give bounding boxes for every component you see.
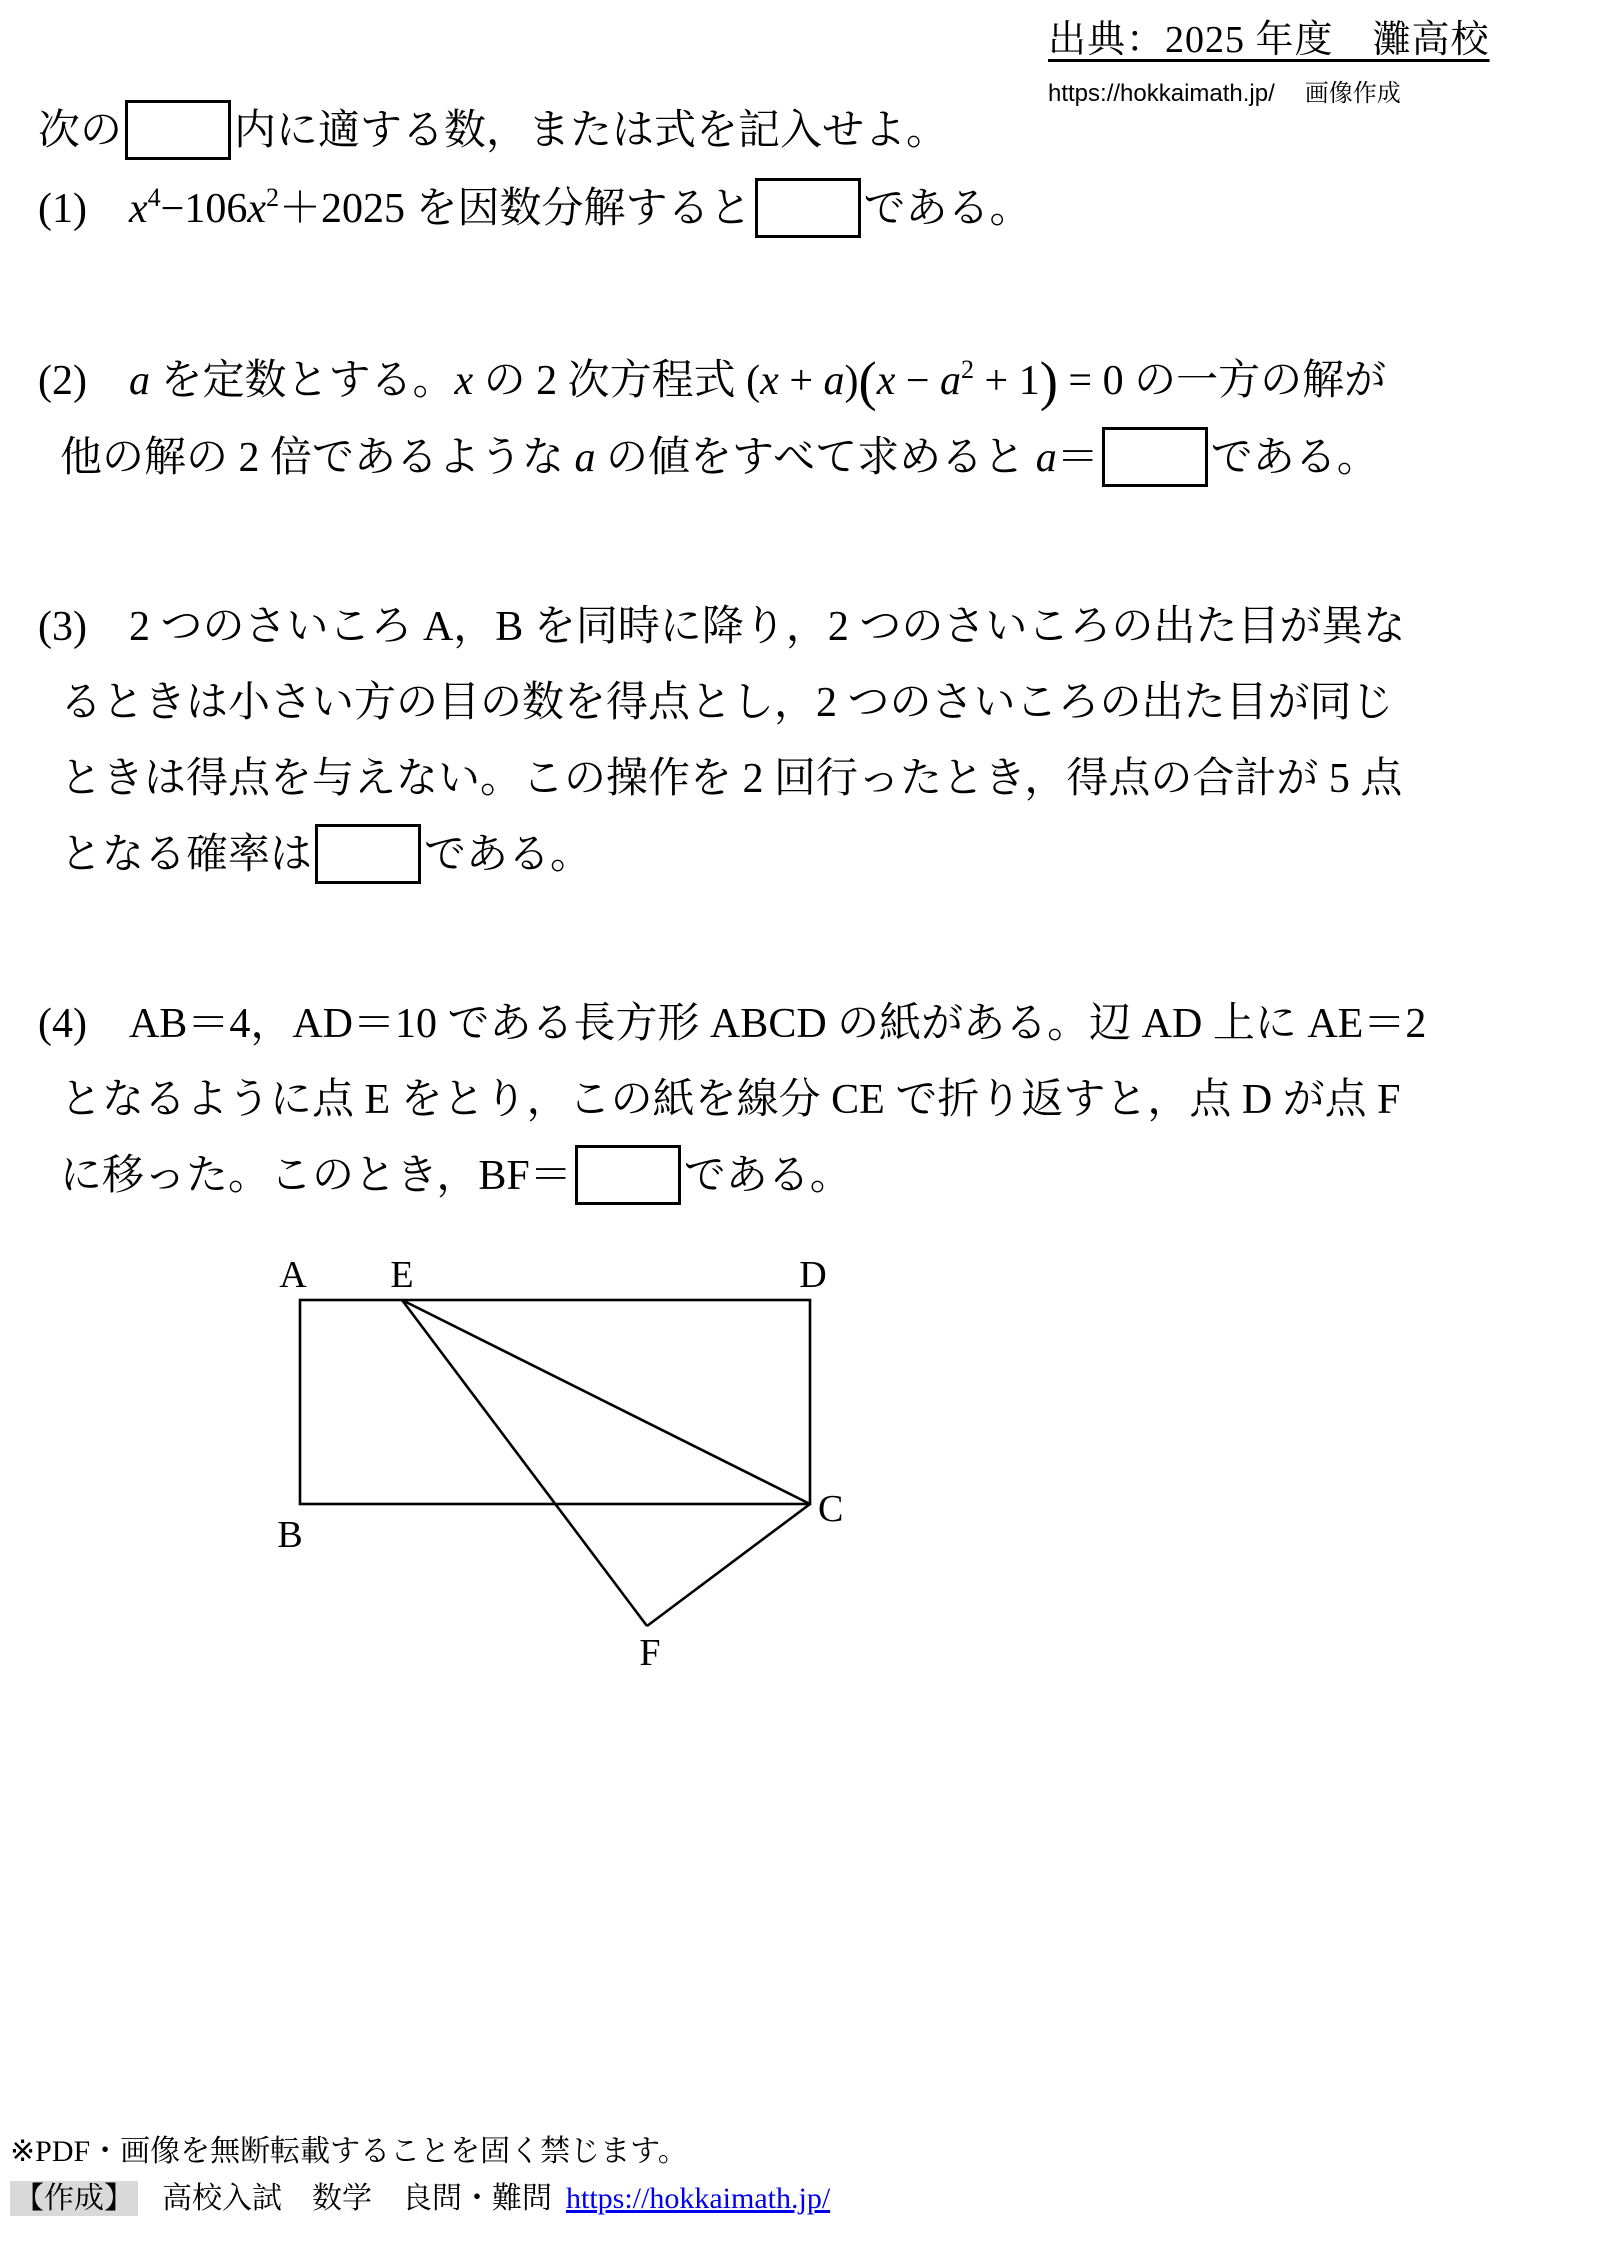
text-segment: の値をすべて求めると [595, 434, 1036, 481]
header-url: https://hokkaimath.jp/ [1048, 80, 1275, 107]
problem-4-line-1 [0, 986, 1601, 1062]
text-segment: ( [858, 350, 877, 412]
text-segment: − [895, 358, 941, 405]
problem-3 [0, 589, 1601, 893]
text-segment: 内に適する数，または式を記入せよ。 [234, 108, 949, 154]
text-segment: x [128, 186, 148, 233]
text-segment: である。 [424, 831, 593, 878]
problem-3-line-1 [0, 589, 1601, 665]
problem-3-line-2 [0, 665, 1601, 741]
problem-2 [0, 332, 1601, 496]
problem-3-line-3 [0, 741, 1601, 817]
text-segment: (3) 2 つのさいころ A，B を同時に降り，2 つのさいころの出た目が異な [38, 603, 1406, 650]
text-segment: = 0 の一方の解が [1057, 358, 1387, 405]
text-segment: ＝ [1056, 434, 1099, 481]
text-segment: + [778, 358, 824, 405]
text-segment: x [247, 186, 266, 233]
text-segment: 次の [38, 108, 123, 154]
text-segment: a [823, 358, 845, 405]
credit-line [10, 2178, 830, 2220]
text-segment: + 1 [974, 358, 1040, 405]
vertex-label-c: C [818, 1488, 844, 1530]
problem-4-line-2 [0, 1062, 1601, 1138]
footer [10, 2132, 830, 2220]
problem-1-line-1 [0, 160, 1601, 247]
text-segment: a [1035, 434, 1057, 481]
text-segment: 4 [147, 183, 161, 212]
text-segment: x [454, 358, 474, 405]
vertex-label-e: E [390, 1254, 414, 1296]
problem-1 [0, 160, 1601, 247]
credit-link[interactable]: https://hokkaimath.jp/ [566, 2182, 831, 2215]
text-segment: (2) [38, 358, 129, 405]
problem-4-line-3 [0, 1138, 1601, 1214]
text-segment: a [574, 434, 596, 481]
text-segment: となる確率は [60, 831, 313, 878]
problem-2-line-1 [0, 332, 1601, 420]
rectangle-abcd [300, 1300, 810, 1504]
text-segment: の 2 次方程式 ( [473, 358, 761, 405]
credit-tag: 【作成】 [10, 2181, 138, 2216]
fold-line-ec [402, 1300, 810, 1504]
text-segment: a [940, 358, 962, 405]
text-segment: ときは得点を与えない。この操作を 2 回行ったとき，得点の合計が 5 点 [60, 755, 1403, 802]
intro-line [0, 100, 1601, 160]
header [1048, 8, 1490, 108]
segment-fc [647, 1504, 810, 1626]
problem-4 [0, 986, 1601, 1214]
text-segment: 2 [961, 355, 975, 385]
text-segment: (4) AB＝4，AD＝10 である長方形 ABCD の紙がある。辺 AD 上に AE＝2 [38, 1000, 1427, 1047]
vertex-label-d: D [799, 1254, 827, 1296]
text-segment: である。 [1210, 434, 1379, 481]
text-segment: である。 [683, 1152, 852, 1199]
header-image-note: 画像作成 [1304, 80, 1401, 107]
text-segment: x [876, 358, 896, 405]
text-segment: a [128, 358, 150, 405]
problem-3-line-4 [0, 817, 1601, 893]
copyright-notice: ※PDF・画像を無断転載することを固く禁じます。 [10, 2135, 688, 2168]
text-segment: ) [844, 358, 859, 405]
text-segment: 2 [266, 183, 280, 212]
problem-2-line-2 [0, 420, 1601, 496]
credit-text: 高校入試 数学 良問・難問 [162, 2182, 552, 2215]
source-title: 出典：2025 年度 灘高校 [1048, 19, 1490, 61]
problem-content [0, 100, 1601, 1299]
text-segment: ) [1039, 350, 1058, 412]
vertex-label-b: B [277, 1514, 303, 1556]
answer-box [1102, 427, 1208, 487]
answer-box [755, 178, 861, 238]
text-segment: を定数とする。 [149, 358, 455, 405]
vertex-label-a: A [279, 1254, 307, 1296]
text-segment: に移った。このとき，BF＝ [60, 1152, 572, 1199]
text-segment: (1) [38, 186, 129, 233]
text-segment: 他の解の 2 倍であるような [60, 434, 575, 481]
answer-box [125, 100, 231, 160]
geometry-figure [0, 1235, 1601, 1705]
text-segment: るときは小さい方の目の数を得点とし，2 つのさいころの出た目が同じ [60, 679, 1394, 726]
text-segment: −106 [160, 186, 248, 233]
text-segment: x [760, 358, 779, 405]
answer-box [315, 824, 421, 884]
text-segment: である。 [863, 186, 1032, 233]
answer-box [575, 1145, 681, 1205]
text-segment: ＋2025 を因数分解すると [279, 186, 752, 233]
text-segment: となるように点 E をとり，この紙を線分 CE で折り返すと，点 D が点 F [60, 1076, 1401, 1123]
vertex-label-f: F [639, 1632, 661, 1674]
segment-ef [402, 1300, 647, 1626]
